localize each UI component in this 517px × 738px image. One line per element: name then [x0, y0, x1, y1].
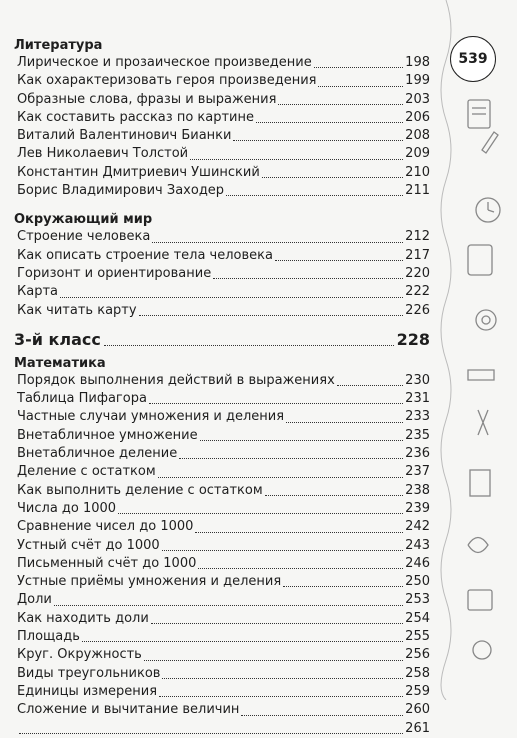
toc-row[interactable]	[14, 628, 430, 646]
toc-row[interactable]	[14, 408, 430, 426]
leader-dots	[19, 733, 403, 734]
toc-row-label: Порядок выполнения действий в выражениях	[17, 372, 335, 388]
toc-row[interactable]	[14, 591, 430, 609]
toc-row-label: Устный счёт до 1000	[17, 537, 160, 553]
toc-row-page: 243	[405, 537, 430, 553]
toc-row[interactable]	[14, 127, 430, 145]
toc-row[interactable]	[14, 683, 430, 701]
leader-dots	[256, 122, 403, 123]
toc-row-page: 239	[405, 500, 430, 516]
leader-dots	[200, 440, 404, 441]
toc-row-page: 212	[405, 229, 430, 245]
toc-row-label: Внетабличное деление	[17, 446, 178, 462]
toc-row[interactable]	[14, 145, 430, 163]
leader-dots	[179, 458, 403, 459]
leader-dots	[265, 495, 404, 496]
toc-row-label: Как находить доли	[17, 610, 149, 626]
toc-row-label: Лев Николаевич Толстой	[17, 146, 189, 162]
class-heading[interactable]	[14, 326, 430, 352]
toc-row[interactable]	[14, 302, 430, 320]
toc-row-label: Как описать строение тела человека	[17, 247, 273, 263]
table-of-contents	[14, 34, 430, 738]
toc-row[interactable]	[14, 463, 430, 481]
toc-row-page: 261	[405, 720, 430, 736]
toc-row-label: Строение человека	[17, 229, 151, 245]
toc-row-page: 253	[405, 592, 430, 608]
toc-row-label: Частные случаи умножения и деления	[17, 409, 285, 425]
leader-dots	[286, 422, 403, 423]
leader-dots	[226, 195, 403, 196]
toc-row-page: 233	[405, 409, 430, 425]
leader-dots	[149, 403, 403, 404]
toc-row[interactable]	[14, 701, 430, 719]
toc-row-page: 198	[405, 55, 430, 70]
toc-row-page: 236	[405, 446, 430, 462]
toc-row[interactable]	[14, 518, 430, 536]
toc-row[interactable]	[14, 390, 430, 408]
toc-row-label: Образные слова, фразы и выражения	[17, 91, 277, 107]
toc-row[interactable]	[14, 573, 430, 591]
toc-row-page: 250	[405, 574, 430, 590]
toc-row[interactable]	[14, 228, 430, 246]
toc-row-page: 246	[405, 555, 430, 571]
leader-dots	[275, 260, 403, 261]
toc-row-label: Константин Дмитриевич Ушинский	[17, 164, 260, 180]
decorative-margin	[438, 0, 517, 700]
toc-row-label: Лирическое и прозаическое произведение	[17, 55, 312, 70]
leader-dots	[278, 104, 403, 105]
toc-row-page: 209	[405, 146, 430, 162]
toc-row[interactable]	[14, 372, 430, 390]
toc-row-page: 256	[405, 647, 430, 663]
leader-dots	[318, 86, 403, 87]
toc-row-label: Сравнение чисел до 1000	[17, 519, 194, 535]
toc-row[interactable]	[14, 265, 430, 283]
toc-row-page: 231	[405, 391, 430, 407]
toc-row-page: 258	[405, 665, 430, 681]
toc-row-label: Доли	[17, 592, 52, 608]
toc-row-page: 254	[405, 610, 430, 626]
section-items-world	[14, 228, 430, 319]
leader-dots	[162, 550, 403, 551]
leader-dots	[213, 278, 403, 279]
toc-row-label: Как выполнить деление с остатком	[17, 482, 263, 498]
leader-dots	[262, 177, 403, 178]
toc-row-label: Единицы измерения	[17, 683, 158, 699]
toc-row[interactable]	[14, 555, 430, 573]
leader-dots	[195, 532, 403, 533]
leader-dots	[144, 660, 403, 661]
leader-dots	[139, 315, 404, 316]
toc-row[interactable]	[14, 445, 430, 463]
toc-row[interactable]	[14, 500, 430, 518]
leader-dots	[118, 513, 403, 514]
toc-row-page: 255	[405, 629, 430, 645]
toc-row-page: 199	[405, 73, 430, 89]
section-title-world: Окружающий мир	[14, 212, 153, 228]
leader-dots	[314, 67, 403, 68]
class-heading-page: 228	[396, 329, 430, 349]
toc-row-page: 238	[405, 482, 430, 498]
toc-row-label: Деление с остатком	[17, 464, 156, 480]
section-items-math	[14, 372, 430, 720]
leader-dots	[60, 297, 403, 298]
leader-dots	[158, 477, 404, 478]
toc-row[interactable]	[14, 537, 430, 555]
toc-row[interactable]	[14, 54, 430, 72]
toc-row-label: Таблица Пифагора	[17, 391, 147, 407]
toc-row[interactable]	[14, 665, 430, 683]
leader-dots	[82, 641, 403, 642]
page-number: 539	[450, 36, 496, 82]
toc-row-label: Борис Владимирович Заходер	[17, 183, 225, 199]
toc-row-page: 237	[405, 464, 430, 480]
leader-dots	[104, 345, 394, 346]
toc-row-label: Виды треугольников	[17, 665, 161, 681]
toc-row-page: 211	[405, 183, 430, 199]
toc-row-label: Площадь	[17, 629, 80, 645]
toc-row[interactable]	[14, 164, 430, 182]
leader-dots	[54, 605, 403, 606]
leader-dots	[241, 715, 403, 716]
toc-row-label: Устные приёмы умножения и деления	[17, 574, 282, 590]
toc-row-label: Карта	[17, 284, 58, 300]
toc-row-label: Внетабличное умножение	[17, 427, 198, 443]
toc-row[interactable]	[14, 109, 430, 127]
leader-dots	[337, 385, 403, 386]
toc-row-page: 242	[405, 519, 430, 535]
toc-row-label: Горизонт и ориентирование	[17, 265, 212, 281]
section-title-math: Математика	[14, 355, 106, 371]
toc-row-label: Как охарактеризовать героя произведения	[17, 73, 317, 89]
leader-dots	[152, 242, 403, 243]
leader-dots	[151, 623, 403, 624]
leader-dots	[198, 568, 403, 569]
class-heading-label: 3-й класс	[14, 329, 101, 349]
toc-row-label: Виталий Валентинович Бианки	[17, 128, 232, 144]
toc-row[interactable]	[14, 427, 430, 445]
toc-row[interactable]	[14, 646, 430, 664]
toc-row-last[interactable]	[14, 720, 430, 738]
toc-row[interactable]	[14, 482, 430, 500]
toc-row[interactable]	[14, 91, 430, 109]
toc-row-page: 208	[405, 128, 430, 144]
toc-row-page: 210	[405, 164, 430, 180]
toc-row-page: 235	[405, 427, 430, 443]
toc-row-label: Письменный счёт до 1000	[17, 555, 197, 571]
toc-row-label: Как составить рассказ по картине	[17, 109, 254, 125]
leader-dots	[190, 159, 403, 160]
toc-row-page: 259	[405, 683, 430, 699]
toc-row-page: 203	[405, 91, 430, 107]
toc-row-label: Сложение и вычитание величин	[17, 702, 240, 718]
section-items-literature	[14, 54, 430, 200]
toc-row[interactable]	[14, 610, 430, 628]
leader-dots	[159, 696, 403, 697]
toc-row-page: 230	[405, 372, 430, 388]
leader-dots	[233, 140, 403, 141]
leader-dots	[162, 678, 403, 679]
toc-row-label: Круг. Окружность	[17, 647, 142, 663]
toc-row[interactable]	[14, 72, 430, 90]
leader-dots	[283, 586, 403, 587]
toc-row-page: 226	[405, 302, 430, 318]
toc-row[interactable]	[14, 247, 430, 265]
toc-row-page: 260	[405, 702, 430, 718]
toc-row-page: 220	[405, 265, 430, 281]
toc-row[interactable]	[14, 283, 430, 301]
toc-row[interactable]	[14, 182, 430, 200]
toc-row-page: 222	[405, 284, 430, 300]
toc-row-page: 206	[405, 109, 430, 125]
toc-row-label: Как читать карту	[17, 302, 137, 318]
toc-row-page: 217	[405, 247, 430, 263]
section-title-literature: Литература	[14, 38, 103, 53]
toc-row-label: Числа до 1000	[17, 500, 117, 516]
